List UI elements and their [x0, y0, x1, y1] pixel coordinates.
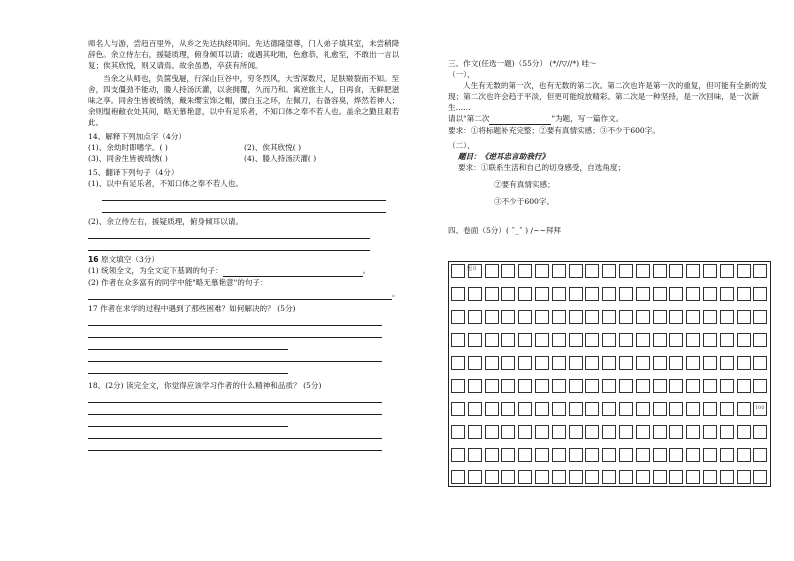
grid-cell[interactable] — [585, 287, 599, 301]
grid-cell[interactable] — [720, 310, 734, 324]
grid-cell[interactable] — [485, 264, 499, 278]
grid-cell[interactable] — [619, 310, 633, 324]
answer-line[interactable] — [102, 193, 386, 201]
grid-cell[interactable] — [653, 470, 667, 484]
composition-grid[interactable] — [448, 261, 771, 487]
grid-cell[interactable] — [485, 402, 499, 416]
q17-title: 17 作者在求学的过程中遇到了那些困难？如何解决的？ (5分) — [88, 304, 296, 313]
answer-line[interactable] — [88, 443, 382, 451]
grid-cell[interactable] — [602, 379, 616, 393]
grid-cell[interactable] — [569, 448, 583, 462]
grid-cell[interactable] — [451, 333, 465, 347]
grid-cell[interactable] — [485, 310, 499, 324]
grid-cell[interactable] — [518, 379, 532, 393]
grid-cell[interactable] — [653, 425, 667, 439]
grid-cell[interactable] — [753, 448, 767, 462]
grid-cell[interactable] — [686, 470, 700, 484]
grid-cell[interactable] — [653, 333, 667, 347]
q16-prompt-1: (1) 统领全文，为全文定下基调的句子： — [88, 266, 223, 275]
grid-cell[interactable] — [669, 402, 683, 416]
answer-line[interactable] — [88, 342, 288, 350]
prompt-1-requirements: 要求：①将标题补充完整；②要有真情实感；③不少于600字。 — [448, 126, 660, 135]
grid-cell[interactable] — [737, 264, 751, 278]
grid-cell[interactable] — [535, 470, 549, 484]
grid-cell[interactable] — [569, 310, 583, 324]
grid-cell[interactable] — [669, 333, 683, 347]
answer-line[interactable] — [88, 395, 382, 403]
grid-cell[interactable] — [585, 448, 599, 462]
answer-line[interactable] — [102, 205, 386, 213]
grid-cell[interactable] — [720, 425, 734, 439]
grid-cell[interactable] — [686, 379, 700, 393]
grid-cell[interactable] — [451, 448, 465, 462]
q14-item-4: (4)、媵人持汤沃灌( ) — [244, 154, 317, 163]
grid-cell[interactable] — [703, 264, 717, 278]
grid-cell[interactable] — [602, 470, 616, 484]
grid-cell[interactable] — [653, 448, 667, 462]
prompt-1-prefix: 请以"第二次 — [448, 114, 490, 123]
grid-cell[interactable] — [669, 356, 683, 370]
grid-cell[interactable] — [552, 287, 566, 301]
grid-row — [449, 379, 770, 393]
grid-cell[interactable] — [552, 310, 566, 324]
grid-cell[interactable] — [753, 287, 767, 301]
q14-row-2 — [88, 153, 400, 164]
grid-cell[interactable] — [485, 333, 499, 347]
grid-cell[interactable] — [585, 402, 599, 416]
grid-cell[interactable] — [686, 287, 700, 301]
grid-count-marker: 100 — [755, 405, 765, 411]
grid-cell[interactable] — [569, 356, 583, 370]
answer-line[interactable] — [88, 419, 288, 427]
grid-cell[interactable] — [703, 356, 717, 370]
grid-row — [449, 448, 770, 462]
grid-cell[interactable] — [501, 356, 515, 370]
grid-cell[interactable] — [468, 310, 482, 324]
grid-cell[interactable] — [451, 310, 465, 324]
answer-line[interactable] — [88, 243, 370, 251]
grid-cell[interactable] — [636, 379, 650, 393]
q16-end-2: 。 — [392, 289, 400, 298]
grid-cell[interactable] — [518, 264, 532, 278]
q15-title: 15、翻译下列句子（4分） — [88, 168, 179, 177]
grid-cell[interactable] — [585, 470, 599, 484]
grid-cell[interactable] — [619, 402, 633, 416]
grid-row — [449, 287, 770, 301]
grid-cell[interactable] — [501, 448, 515, 462]
grid-cell[interactable] — [451, 264, 465, 278]
grid-cell[interactable] — [535, 448, 549, 462]
prompt-1-suffix: "为题，写一篇作文。 — [551, 114, 624, 123]
q16-blank-1[interactable] — [223, 265, 363, 277]
grid-cell[interactable] — [552, 264, 566, 278]
grid-cell[interactable] — [636, 448, 650, 462]
grid-cell[interactable] — [737, 287, 751, 301]
grid-cell[interactable] — [636, 425, 650, 439]
grid-cell[interactable] — [703, 448, 717, 462]
grid-cell[interactable] — [501, 310, 515, 324]
grid-cell[interactable] — [451, 402, 465, 416]
grid-cell[interactable] — [686, 448, 700, 462]
grid-cell[interactable] — [619, 379, 633, 393]
answer-line[interactable] — [88, 407, 382, 415]
grid-cell[interactable] — [703, 470, 717, 484]
grid-cell[interactable] — [602, 356, 616, 370]
q16-blank-2[interactable] — [88, 288, 392, 300]
grid-cell[interactable] — [518, 470, 532, 484]
grid-cell[interactable] — [619, 470, 633, 484]
prompt-2-label: （二）、 — [448, 141, 475, 150]
grid-cell[interactable] — [602, 402, 616, 416]
grid-cell[interactable] — [518, 333, 532, 347]
grid-cell[interactable] — [468, 402, 482, 416]
prompt-1-text: 人生有无数的第一次，也有无数的第二次。第二次也许是第一次的重复，但可能有全新的发现；第二次也许会趋于平淡，但更可能绽放精彩。第二次是一种坚持，是一次回味，是一次新生…… — [448, 81, 767, 112]
grid-cell[interactable] — [669, 379, 683, 393]
grid-cell[interactable] — [669, 264, 683, 278]
grid-cell[interactable] — [703, 425, 717, 439]
passage-paragraph-1: 师名人与游，尝趋百里外，从乡之先达执经叩问。先达德隆望尊，门人弟子填其室，未尝稍降辞色。余立侍左右，援疑质理，俯身倾耳以请；或遇其叱咄，色愈恭，礼愈至，不敢出一言以复；俟其欣悦，则又请焉。故余虽愚，卒获有所闻。 — [88, 39, 400, 70]
grid-row — [449, 264, 770, 278]
grid-cell[interactable] — [686, 264, 700, 278]
grid-cell[interactable] — [468, 287, 482, 301]
grid-cell[interactable] — [501, 379, 515, 393]
grid-cell[interactable] — [737, 448, 751, 462]
grid-cell[interactable] — [569, 425, 583, 439]
grid-cell[interactable] — [468, 448, 482, 462]
grid-cell[interactable] — [535, 287, 549, 301]
grid-cell[interactable] — [451, 356, 465, 370]
grid-cell[interactable] — [518, 425, 532, 439]
grid-cell[interactable] — [602, 425, 616, 439]
grid-cell[interactable] — [585, 425, 599, 439]
grid-cell[interactable] — [451, 379, 465, 393]
grid-cell[interactable] — [535, 264, 549, 278]
grid-cell[interactable] — [636, 264, 650, 278]
grid-cell[interactable] — [703, 402, 717, 416]
grid-cell[interactable] — [636, 402, 650, 416]
prompt-2-req-2: ②要有真情实感； — [494, 180, 555, 189]
grid-cell[interactable] — [451, 470, 465, 484]
grid-cell[interactable] — [552, 356, 566, 370]
grid-title-label: 题目 — [467, 266, 478, 272]
grid-cell[interactable] — [753, 379, 767, 393]
grid-cell[interactable] — [669, 287, 683, 301]
grid-cell[interactable] — [468, 379, 482, 393]
grid-cell[interactable] — [468, 425, 482, 439]
grid-cell[interactable] — [636, 333, 650, 347]
grid-cell[interactable] — [720, 402, 734, 416]
grid-cell[interactable] — [753, 356, 767, 370]
grid-cell[interactable] — [552, 333, 566, 347]
grid-cell[interactable] — [686, 310, 700, 324]
prompt-2-req-3: ③不少于600字。 — [494, 197, 555, 206]
grid-cell[interactable] — [518, 356, 532, 370]
grid-row — [449, 356, 770, 370]
grid-cell[interactable] — [669, 310, 683, 324]
prompt-2-topic: 题目：《逆耳忠言助我行》 — [458, 152, 550, 161]
grid-cell[interactable] — [552, 470, 566, 484]
prompt-1-instruction — [448, 113, 770, 125]
grid-cell[interactable] — [653, 356, 667, 370]
grid-cell[interactable] — [602, 333, 616, 347]
grid-cell[interactable] — [669, 470, 683, 484]
grid-cell[interactable] — [535, 379, 549, 393]
grid-cell[interactable] — [602, 310, 616, 324]
grid-cell[interactable] — [535, 402, 549, 416]
grid-cell[interactable] — [535, 333, 549, 347]
reading-section — [88, 38, 400, 451]
grid-cell[interactable] — [585, 333, 599, 347]
grid-cell[interactable] — [552, 402, 566, 416]
q15-sentence-2: (2)、余立侍左右，援疑质理，俯身倾耳以请。 — [88, 217, 244, 226]
grid-cell[interactable] — [552, 379, 566, 393]
grid-cell[interactable] — [535, 356, 549, 370]
grid-cell[interactable] — [619, 425, 633, 439]
grid-cell[interactable] — [569, 402, 583, 416]
q14-item-1: (1)、余幼时即嗜学。( ) — [88, 143, 168, 152]
grid-cell[interactable] — [653, 402, 667, 416]
grid-cell[interactable] — [653, 287, 667, 301]
q15-sentence-1: (1)、以中有足乐者，不知口体之奉不若人也。 — [88, 179, 244, 188]
q14-item-3: (3)、同舍生皆被绮绣( ) — [88, 154, 168, 163]
passage-paragraph-2: 当余之从师也，负箧曳屣，行深山巨谷中，穷冬烈风，大雪深数尺，足肤皲裂而不知。至舍，四支僵劲不能动，媵人持汤沃灌，以衾拥覆，久而乃和。寓逆旅主人，日再食，无鲜肥滋味之享。同舍生皆被绮绣，戴朱缨宝饰之帽，腰白玉之环，左佩刀，右备容臭，烨然若神人；余则缊袍敝衣处其间，略无慕艳意，以中有足乐者，不知口体之奉不若人也。盖余之勤且艰若此。 — [88, 74, 400, 127]
grid-cell[interactable] — [636, 356, 650, 370]
grid-cell[interactable] — [569, 264, 583, 278]
grid-row — [449, 425, 770, 439]
grid-cell[interactable] — [737, 333, 751, 347]
q14-row-1 — [88, 142, 400, 153]
grid-row — [449, 470, 770, 484]
q18-title: 18、(2分) 读完全文，你觉得应该学习作者的什么精神和品质？ (5分) — [88, 381, 322, 390]
q16-title — [88, 254, 400, 265]
grid-cell[interactable] — [720, 333, 734, 347]
grid-cell[interactable] — [636, 287, 650, 301]
grid-cell[interactable] — [753, 264, 767, 278]
grid-cell[interactable] — [501, 402, 515, 416]
grid-cell[interactable] — [720, 470, 734, 484]
grid-cell[interactable] — [569, 470, 583, 484]
grid-cell[interactable] — [485, 287, 499, 301]
grid-cell[interactable] — [737, 310, 751, 324]
answer-line[interactable] — [88, 318, 382, 326]
section-3-title: 三、作文(任选一题)（55分） (*//▽//*) 哇～ — [448, 59, 597, 68]
grid-cell[interactable] — [468, 470, 482, 484]
prompt-1-label: （一）、 — [448, 70, 475, 79]
grid-cell[interactable] — [737, 425, 751, 439]
grid-cell[interactable] — [602, 448, 616, 462]
grid-cell[interactable] — [619, 356, 633, 370]
grid-cell[interactable] — [653, 379, 667, 393]
grid-cell[interactable] — [552, 425, 566, 439]
grid-cell[interactable] — [485, 356, 499, 370]
grid-cell[interactable] — [485, 470, 499, 484]
answer-line[interactable] — [88, 366, 288, 374]
q16-number: 16 — [88, 255, 99, 264]
grid-cell[interactable] — [703, 379, 717, 393]
grid-cell[interactable] — [753, 425, 767, 439]
grid-cell[interactable] — [585, 379, 599, 393]
grid-cell[interactable] — [686, 356, 700, 370]
grid-cell[interactable] — [535, 425, 549, 439]
grid-cell[interactable] — [636, 470, 650, 484]
grid-cell[interactable] — [737, 402, 751, 416]
grid-cell[interactable] — [619, 333, 633, 347]
grid-cell[interactable] — [703, 310, 717, 324]
grid-cell[interactable] — [468, 333, 482, 347]
grid-cell[interactable] — [501, 333, 515, 347]
grid-cell[interactable] — [485, 425, 499, 439]
q16-sentence-1 — [88, 265, 400, 277]
grid-cell[interactable] — [720, 356, 734, 370]
grid-cell[interactable] — [569, 379, 583, 393]
answer-line[interactable] — [88, 354, 382, 362]
grid-cell[interactable] — [653, 264, 667, 278]
answer-line[interactable] — [88, 330, 382, 338]
grid-cell[interactable] — [552, 448, 566, 462]
grid-cell[interactable] — [585, 264, 599, 278]
grid-cell[interactable] — [518, 448, 532, 462]
prompt-2-req-1: 要求：①联系生活和自己的切身感受，自选角度； — [458, 163, 626, 172]
grid-cell[interactable] — [737, 470, 751, 484]
answer-line[interactable] — [88, 431, 382, 439]
grid-cell[interactable] — [535, 310, 549, 324]
grid-cell[interactable] — [451, 425, 465, 439]
grid-cell[interactable] — [686, 333, 700, 347]
grid-cell[interactable] — [451, 287, 465, 301]
title-blank[interactable] — [489, 113, 551, 125]
grid-cell[interactable] — [585, 310, 599, 324]
grid-cell[interactable] — [501, 425, 515, 439]
grid-cell[interactable] — [753, 333, 767, 347]
grid-row — [449, 333, 770, 347]
grid-cell[interactable] — [703, 287, 717, 301]
grid-cell[interactable] — [703, 333, 717, 347]
grid-cell[interactable] — [619, 448, 633, 462]
q16-blank-row — [88, 288, 400, 300]
q14-title: 14、解释下列加点字（4分） — [88, 132, 187, 141]
grid-cell[interactable] — [602, 264, 616, 278]
grid-row — [449, 402, 770, 416]
grid-cell[interactable] — [737, 356, 751, 370]
grid-cell[interactable] — [737, 379, 751, 393]
q16-title-text: 原文填空（3分） — [98, 255, 159, 264]
grid-cell[interactable] — [485, 448, 499, 462]
grid-cell[interactable] — [636, 310, 650, 324]
grid-cell[interactable] — [518, 287, 532, 301]
grid-cell[interactable] — [753, 310, 767, 324]
grid-cell[interactable] — [619, 264, 633, 278]
grid-cell[interactable] — [720, 448, 734, 462]
answer-line[interactable] — [88, 231, 370, 239]
grid-cell[interactable] — [602, 287, 616, 301]
grid-cell[interactable] — [518, 402, 532, 416]
grid-cell[interactable] — [653, 310, 667, 324]
section-4-title: 四、卷面（5分）( ˇ_ˇ ) /~~拜拜 — [448, 226, 562, 235]
grid-cell[interactable] — [669, 425, 683, 439]
grid-cell[interactable] — [720, 264, 734, 278]
grid-cell[interactable] — [501, 264, 515, 278]
grid-cell[interactable] — [669, 448, 683, 462]
grid-cell[interactable] — [501, 287, 515, 301]
grid-cell[interactable] — [686, 402, 700, 416]
grid-row — [449, 310, 770, 324]
grid-cell[interactable] — [518, 310, 532, 324]
grid-cell[interactable] — [569, 287, 583, 301]
grid-cell[interactable] — [485, 379, 499, 393]
grid-cell[interactable] — [720, 287, 734, 301]
grid-cell[interactable] — [753, 470, 767, 484]
grid-cell[interactable] — [501, 470, 515, 484]
q14-item-2: (2)、俟其欣悦( ) — [244, 143, 302, 152]
grid-cell[interactable] — [619, 287, 633, 301]
grid-cell[interactable] — [468, 356, 482, 370]
grid-cell[interactable] — [686, 425, 700, 439]
grid-cell[interactable] — [585, 356, 599, 370]
grid-cell[interactable] — [720, 379, 734, 393]
grid-cell[interactable] — [569, 333, 583, 347]
q16-end-1: 。 — [362, 266, 371, 275]
composition-section — [448, 58, 770, 236]
q16-sentence-2: (2) 作者在众多富有的同学中能"略无慕艳意"的句子： — [88, 278, 268, 287]
